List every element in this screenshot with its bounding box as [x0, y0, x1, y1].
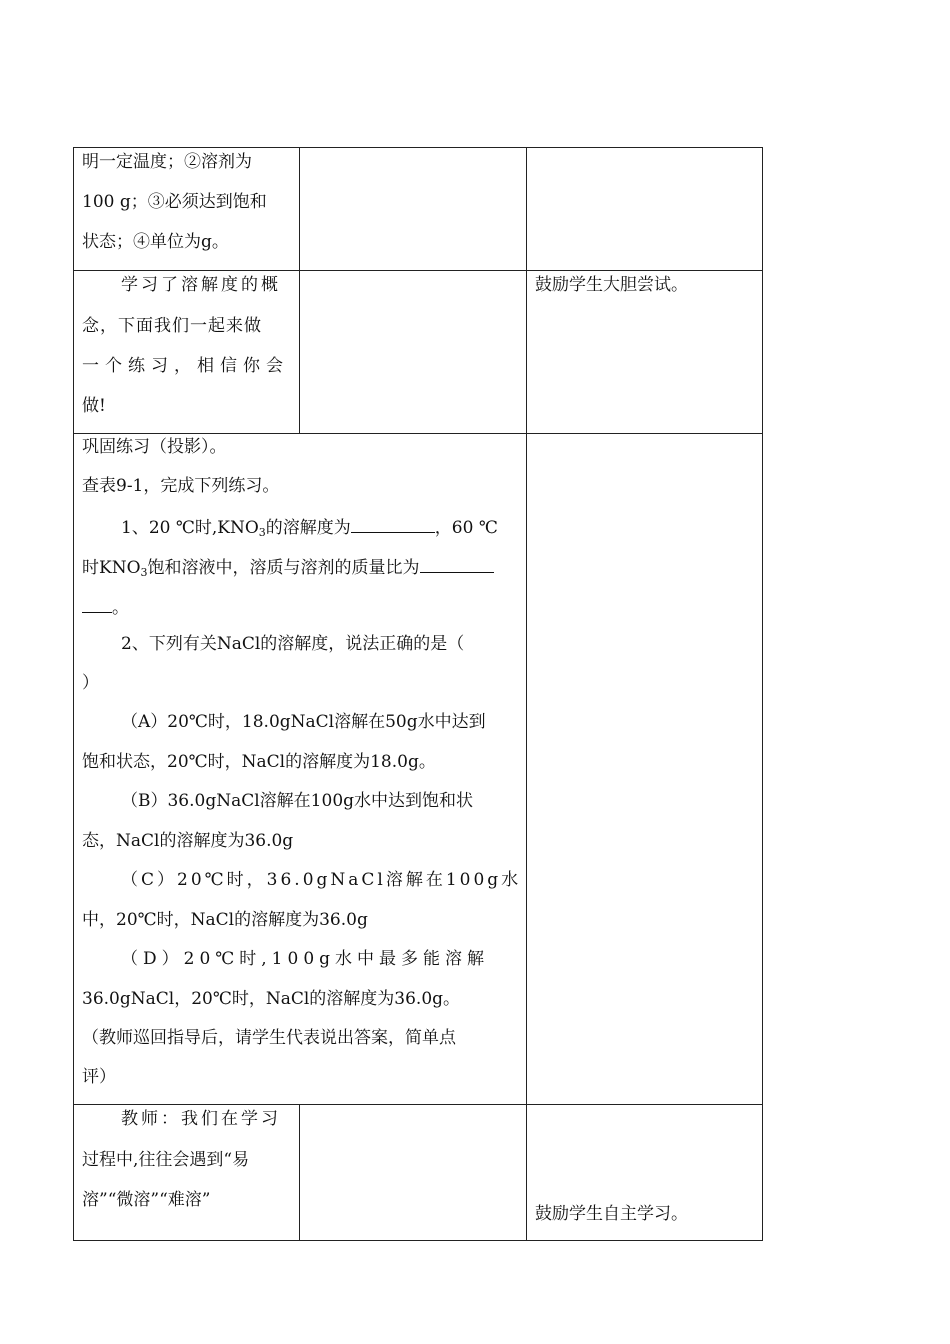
option-b: （B）36.0gNaCl溶解在100g水中达到饱和状 [121, 791, 474, 811]
teacher-note-cont: 评） [82, 1067, 116, 1087]
text-line: 明一定温度；②溶剂为 [82, 152, 252, 172]
question-2-stem: 2、下列有关NaCl的溶解度，说法正确的是（ [121, 634, 465, 654]
option-c-cont: 中，20℃时，NaCl的溶解度为36.0g [82, 910, 368, 930]
text-line: 一个练习，相信你会 [82, 356, 289, 376]
exercise-title: 巩固练习（投影）。 [82, 437, 227, 457]
text-line: 过程中,往往会遇到“易 [82, 1150, 250, 1170]
question-1-line-2: 时$KNO_3$饱和溶液中，溶质与溶剂的质量比为 [82, 555, 494, 578]
question-1-line-1: 1、20 ℃时$,KNO_3$的溶解度为 ，60 ℃ [121, 515, 498, 538]
option-a-cont: 饱和状态，20℃时，NaCl的溶解度为18.0g。 [82, 752, 436, 772]
option-c: （C）20℃时，36.0gNaCl溶解在100g水 [121, 870, 522, 890]
question-2-stem-cont: ） [82, 673, 99, 693]
option-a: （A）20℃时，18.0gNaCl溶解在50g水中达到 [121, 712, 486, 732]
text-line: 学习了溶解度的概 [121, 275, 281, 295]
table-border-right [762, 147, 763, 1241]
text-line: 状态；④单位为g。 [82, 232, 229, 252]
option-d: （D）20℃时,100g水中最多能溶解 [121, 949, 490, 969]
row-divider [73, 1104, 763, 1105]
question-1-line-3: 。 [82, 595, 129, 618]
col-divider [299, 1104, 300, 1241]
answer-blank[interactable] [82, 595, 112, 613]
answer-blank[interactable] [420, 555, 494, 573]
design-intent-note: 鼓励学生自主学习。 [535, 1204, 688, 1224]
row-divider [73, 270, 763, 271]
text-line: 溶”“微溶”“难溶” [82, 1190, 211, 1210]
option-b-cont: 态，NaCl的溶解度为36.0g [82, 831, 294, 851]
col-divider [526, 147, 527, 1241]
table-border-bottom [73, 1240, 763, 1241]
answer-blank[interactable] [351, 515, 435, 533]
table-border-top [73, 147, 763, 148]
design-intent-note: 鼓励学生大胆尝试。 [535, 275, 688, 295]
text-line: 做! [82, 396, 106, 416]
exercise-intro: 查表9-1，完成下列练习。 [82, 476, 280, 496]
col-divider [299, 147, 300, 434]
option-d-cont: 36.0gNaCl，20℃时，NaCl的溶解度为36.0g。 [82, 989, 461, 1009]
text-line: 教师：我们在学习 [121, 1109, 281, 1129]
row-divider [73, 433, 763, 434]
text-line: 100 g；③必须达到饱和 [82, 192, 267, 212]
table-border-left [73, 147, 74, 1241]
text-line: 念，下面我们一起来做 [82, 316, 262, 336]
teacher-note: （教师巡回指导后，请学生代表说出答案，简单点 [82, 1028, 456, 1048]
